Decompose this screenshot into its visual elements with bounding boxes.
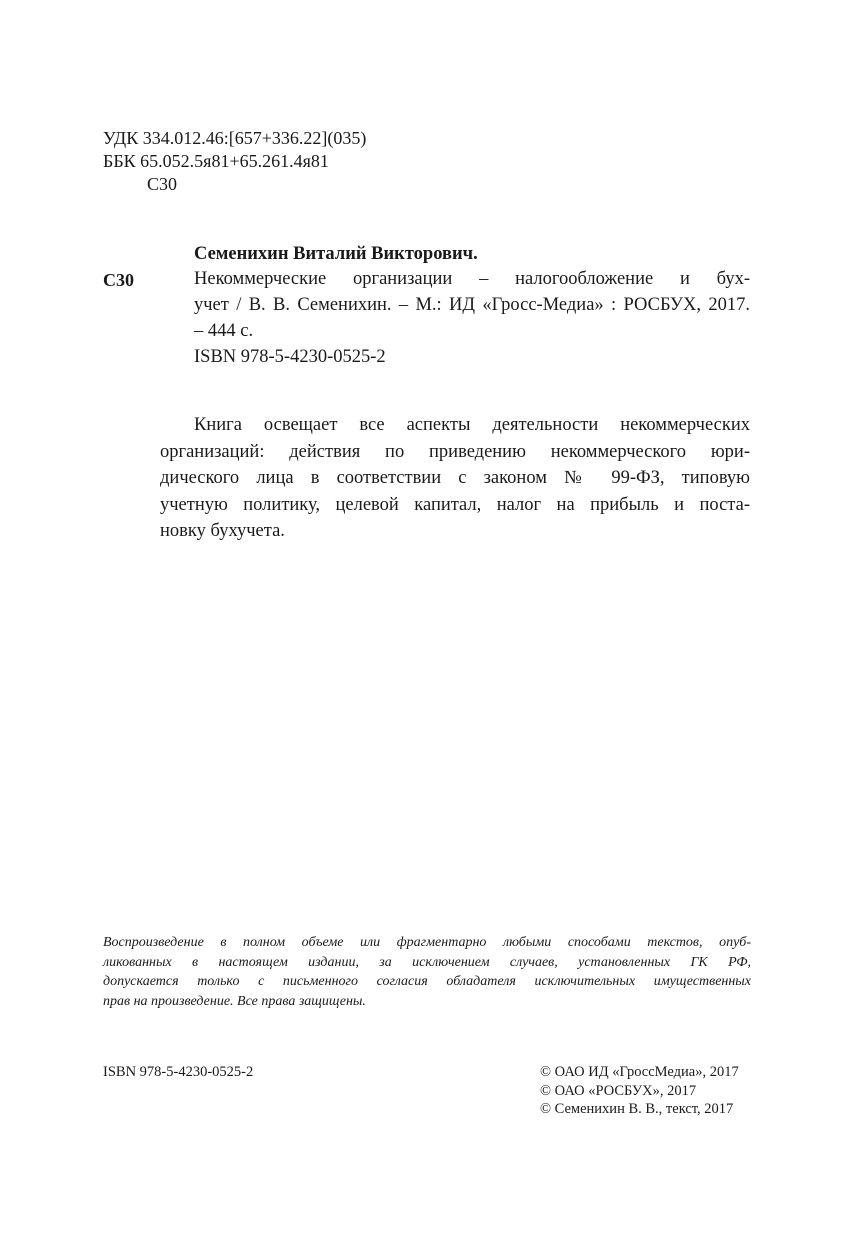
annotation-line: организаций: действия по приведению некоммерческого юри-: [160, 441, 750, 462]
annotation-line: Книга освещает все аспекты деятельности некоммерческих: [194, 415, 750, 435]
entry-line: – 444 с.: [194, 321, 254, 341]
udk-code: УДК 334.012.46:[657+336.22](035): [103, 128, 367, 148]
copyright-line: © ОАО «РОСБУХ», 2017: [540, 1082, 697, 1099]
author-heading: Семенихин Виталий Викторович.: [194, 244, 478, 264]
annotation-line: учетную политику, целевой капитал, налог на прибыль и поста-: [160, 494, 750, 515]
rights-line: допускается только с письменного согласия обладателя исключительных имущественных: [103, 974, 751, 989]
author-code: С30: [103, 270, 134, 290]
rights-notice: [103, 933, 751, 1011]
entry-line: учет / В. В. Семенихин. – М.: ИД «Гросс-Медиа» : РОСБУХ, 2017.: [194, 295, 750, 315]
annotation-line: дического лица в соответствии с законом № 99-ФЗ, типовую: [160, 468, 750, 488]
annotation-line: новку бухучета.: [160, 521, 285, 541]
bbk-code: ББК 65.052.5я81+65.261.4я81: [103, 151, 329, 171]
classification-block: [103, 127, 366, 196]
copyright-block: [540, 1063, 739, 1119]
rights-line: Воспроизведение в полном объеме или фрагментарно любыми способами текстов, опуб-: [103, 935, 751, 950]
entry-isbn: ISBN 978-5-4230-0525-2: [194, 347, 386, 367]
annotation: [160, 412, 750, 545]
author-mark: С30: [147, 174, 178, 194]
copyright-line: © ОАО ИД «ГроссМедиа», 2017: [540, 1064, 739, 1080]
rights-line: ликованных в настоящем издании, за исключением случаев, установленных ГК РФ,: [103, 954, 751, 970]
footer-isbn: ISBN 978-5-4230-0525-2: [103, 1064, 254, 1080]
copyright-line: © Семенихин В. В., текст, 2017: [540, 1101, 734, 1117]
bibliographic-entry: [194, 266, 750, 370]
rights-line: прав на произведение. Все права защищены.: [103, 993, 366, 1009]
entry-line: Некоммерческие организации – налогообложение и бух-: [194, 269, 750, 289]
